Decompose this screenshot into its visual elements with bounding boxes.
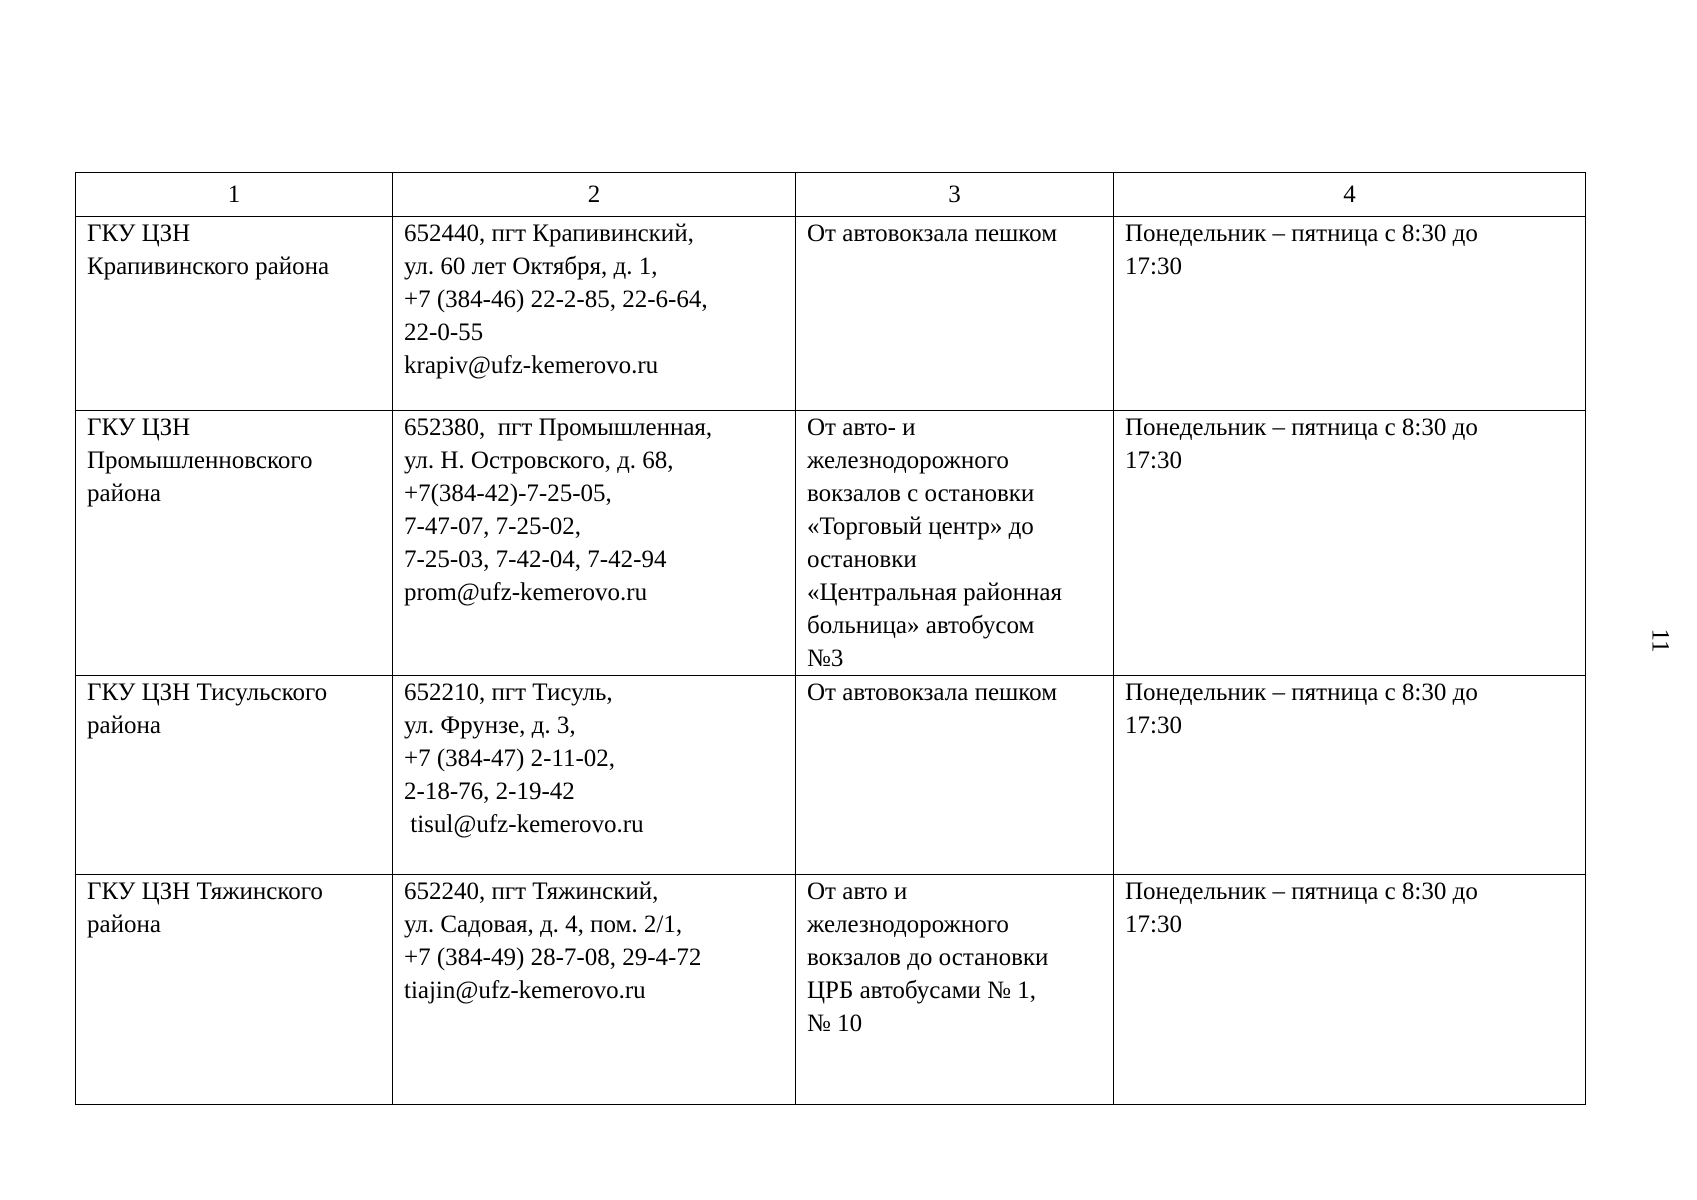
organization-line: Промышленновского [87, 447, 313, 474]
column-header-2: 2 [393, 173, 796, 217]
phone-line: +7(384-42)-7-25-05, [404, 480, 612, 507]
phone-line: +7 (384-49) 28-7-08, 29-4-72 [404, 944, 702, 971]
directions-line: «Торговый центр» до [807, 513, 1034, 540]
address-line: 652240, пгт Тяжинский, [404, 878, 659, 905]
directions-line: железнодорожного [807, 447, 1009, 474]
table-row [76, 875, 1586, 1105]
directions-line: От автовокзала пешком [807, 679, 1058, 706]
schedule-line: 17:30 [1125, 253, 1182, 280]
organization-cell [76, 676, 393, 875]
schedule-line: Понедельник – пятница с 8:30 до [1125, 878, 1478, 905]
directions-cell [796, 217, 1114, 411]
table-row [76, 217, 1586, 411]
address-cell [393, 875, 796, 1105]
schedule-cell [1114, 875, 1586, 1105]
organization-cell [76, 411, 393, 676]
organization-line: ГКУ ЦЗН [87, 220, 191, 247]
address-line: ул. 60 лет Октября, д. 1, [404, 253, 658, 280]
page-number: 11 [1646, 628, 1674, 653]
organization-line: района [87, 911, 161, 938]
column-header-1: 1 [76, 173, 393, 217]
header-row [76, 173, 1586, 217]
schedule-line: 17:30 [1125, 712, 1182, 739]
phone-line: 2-18-76, 2-19-42 [404, 778, 575, 805]
organization-line: ГКУ ЦЗН Тяжинского [87, 878, 323, 905]
schedule-line: 17:30 [1125, 447, 1182, 474]
schedule-line: Понедельник – пятница с 8:30 до [1125, 679, 1478, 706]
table-row [76, 411, 1586, 676]
directions-cell [796, 411, 1114, 676]
organization-cell [76, 217, 393, 411]
schedule-line: Понедельник – пятница с 8:30 до [1125, 414, 1478, 441]
schedule-cell [1114, 676, 1586, 875]
email-line: krapiv@ufz-kemerovo.ru [404, 352, 659, 379]
phone-line: +7 (384-46) 22-2-85, 22-6-64, [404, 286, 708, 313]
address-line: ул. Фрунзе, д. 3, [404, 712, 576, 739]
email-line: tisul@ufz-kemerovo.ru [404, 811, 644, 838]
schedule-cell [1114, 217, 1586, 411]
directions-line: №3 [807, 645, 844, 672]
phone-line: 22-0-55 [404, 319, 484, 346]
directions-line: вокзалов до остановки [807, 944, 1049, 971]
address-cell [393, 411, 796, 676]
address-line: 652440, пгт Крапивинский, [404, 220, 694, 247]
column-header-3: 3 [796, 173, 1114, 217]
directions-line: От авто и [807, 878, 908, 905]
phone-line: 7-47-07, 7-25-02, [404, 513, 582, 540]
address-line: 652210, пгт Тисуль, [404, 679, 613, 706]
address-line: ул. Н. Островского, д. 68, [404, 447, 674, 474]
address-line: ул. Садовая, д. 4, пом. 2/1, [404, 911, 683, 938]
directions-line: «Центральная районная [807, 579, 1063, 606]
directions-line: вокзалов с остановки [807, 480, 1035, 507]
directions-line: железнодорожного [807, 911, 1009, 938]
employment-centers-table [75, 172, 1586, 1105]
directions-line: остановки [807, 546, 917, 573]
schedule-line: 17:30 [1125, 911, 1182, 938]
address-cell [393, 217, 796, 411]
organization-cell [76, 875, 393, 1105]
directions-line: От авто- и [807, 414, 916, 441]
directions-line: больница» автобусом [807, 612, 1035, 639]
organization-line: района [87, 712, 161, 739]
email-line: prom@ufz-kemerovo.ru [404, 579, 648, 606]
organization-line: Крапивинского района [87, 253, 330, 280]
address-line: 652380, пгт Промышленная, [404, 414, 713, 441]
directions-cell [796, 676, 1114, 875]
table-row [76, 676, 1586, 875]
schedule-cell [1114, 411, 1586, 676]
phone-line: 7-25-03, 7-42-04, 7-42-94 [404, 546, 667, 573]
email-line: tiajin@ufz-kemerovo.ru [404, 977, 646, 1004]
directions-line: ЦРБ автобусами № 1, [807, 977, 1037, 1004]
phone-line: +7 (384-47) 2-11-02, [404, 745, 616, 772]
organization-line: ГКУ ЦЗН [87, 414, 191, 441]
schedule-line: Понедельник – пятница с 8:30 до [1125, 220, 1478, 247]
directions-line: От автовокзала пешком [807, 220, 1058, 247]
directions-cell [796, 875, 1114, 1105]
address-cell [393, 676, 796, 875]
column-header-4: 4 [1114, 173, 1586, 217]
organization-line: ГКУ ЦЗН Тисульского [87, 679, 328, 706]
organization-line: района [87, 480, 161, 507]
directions-line: № 10 [807, 1010, 863, 1037]
